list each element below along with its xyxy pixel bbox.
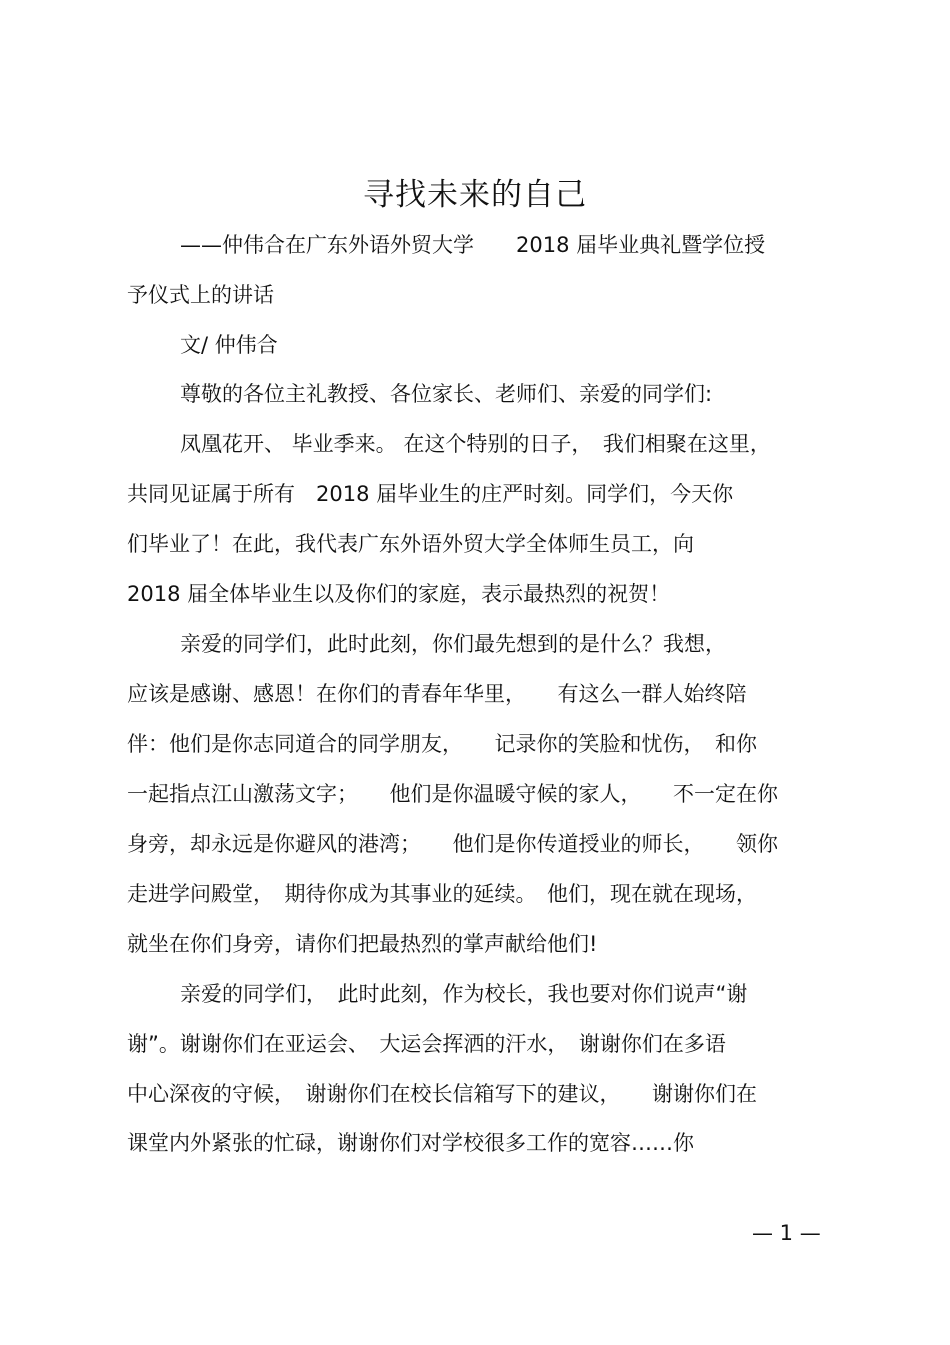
document-title: 寻找未来的自己: [363, 177, 587, 213]
paragraph-line: 走进学问殿堂， 期待你成为其事业的延续。 他们，现在就在现场，: [127, 882, 757, 906]
paragraph-line: 凤凰花开、 毕业季来。 在这个特别的日子， 我们相聚在这里，: [180, 432, 771, 456]
paragraph-line: 谢”。谢谢你们在亚运会、 大运会挥洒的汗水， 谢谢你们在多语: [127, 1032, 726, 1056]
author-line: 文/ 仲伟合: [180, 333, 278, 357]
paragraph-line: 课堂内外紧张的忙碌，谢谢你们对学校很多工作的宽容……你: [127, 1131, 694, 1155]
paragraph-line: 们毕业了！在此，我代表广东外语外贸大学全体师生员工，向: [127, 532, 694, 556]
salutation-line: 尊敬的各位主礼教授、各位家长、老师们、亲爱的同学们:: [180, 382, 713, 406]
paragraph-line: 中心深夜的守候， 谢谢你们在校长信箱写下的建议， 谢谢你们在: [127, 1082, 757, 1106]
subtitle-line-2: 予仪式上的讲话: [127, 283, 274, 307]
paragraph-line: 亲爱的同学们， 此时此刻，作为校长，我也要对你们说声“谢: [180, 982, 748, 1006]
paragraph-line: 2018 届全体毕业生以及你们的家庭，表示最热烈的祝贺！: [127, 582, 671, 606]
paragraph-line: 就坐在你们身旁，请你们把最热烈的掌声献给他们!: [127, 932, 598, 956]
page-number: — 1 —: [752, 1221, 821, 1245]
paragraph-line: 应该是感谢、感恩！在你们的青春年华里， 有这么一群人始终陪: [127, 682, 747, 706]
paragraph-line: 伴：他们是你志同道合的同学朋友， 记录你的笑脸和忧伤， 和你: [127, 732, 757, 756]
paragraph-line: 身旁，却永远是你避风的港湾； 他们是你传道授业的师长， 领你: [127, 832, 778, 856]
subtitle-line-1: ——仲伟合在广东外语外贸大学 2018 届毕业典礼暨学位授: [180, 233, 766, 257]
paragraph-line: 共同见证属于所有 2018 届毕业生的庄严时刻。同学们，今天你: [127, 482, 734, 506]
paragraph-line: 亲爱的同学们，此时此刻，你们最先想到的是什么？我想，: [180, 632, 726, 656]
paragraph-line: 一起指点江山激荡文字； 他们是你温暖守候的家人， 不一定在你: [127, 782, 778, 806]
